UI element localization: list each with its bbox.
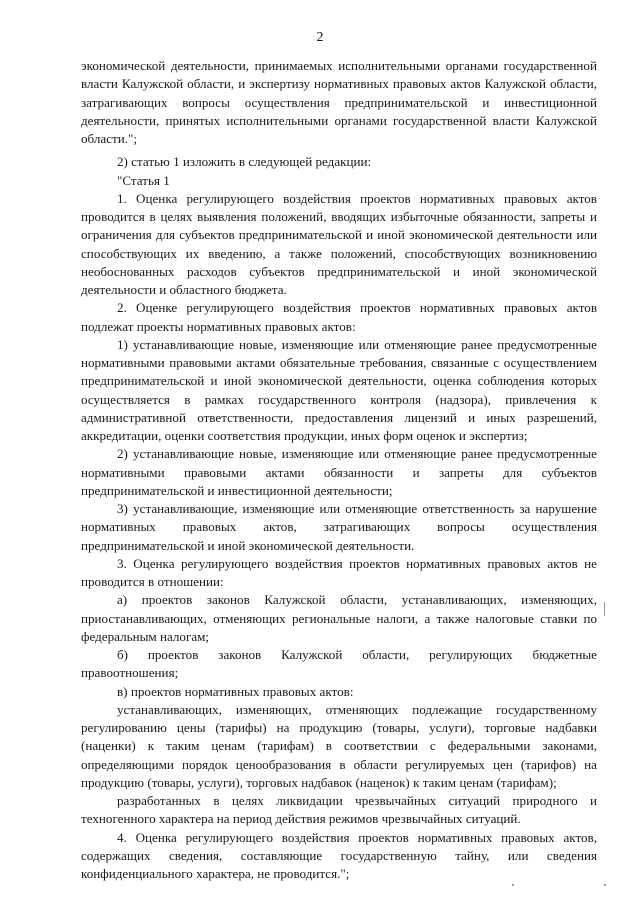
paragraph-subitem-a: а) проектов законов Калужской области, устанавливающих, изменяющих, приостанавливающих, отменяющих региональные налоги, а также налоговые ставки по федеральным налогам;: [81, 592, 597, 644]
scan-artifact: [604, 602, 605, 616]
article-heading: "Статья 1: [117, 172, 170, 188]
paragraph-subitem-3: 3) устанавливающие, изменяющие или отменяющие ответственность за нарушение нормативных правовых актов, затрагивающих вопросы осуществления предпринимательской и иной экономической деятельности.: [81, 501, 597, 553]
paragraph-amendment-2: 2) статью 1 изложить в следующей редакции:: [117, 154, 372, 170]
paragraph-item-1: 1. Оценка регулирующего воздействия проектов нормативных правовых актов проводится в целях выявления положений, вводящих избыточные обязанности, запреты и ограничения для субъектов предпринимательской и иной экономической деятельности или способствующих их введению, а также положений, способствующих возникновению необоснованных расходов субъектов предпринимательской и иной экономической деятельности и областного бюджета.: [81, 190, 597, 297]
paragraph-item-4: 4. Оценка регулирующего воздействия проектов нормативных правовых актов, содержащих сведения, составляющие государственную тайну, или сведения конфиденциального характера, не проводится.";: [81, 829, 597, 881]
paragraph-continuation: экономической деятельности, принимаемых исполнительными органами государственной власти Калужской области, и экспертизу нормативных правовых актов Калужской области, затрагивающих вопросы осуществления предпринимательской и инвестиционной деятельности, принятых исполнительными органами государственной власти Калужской области.";: [81, 58, 597, 146]
paragraph-subitem-v: в) проектов нормативных правовых актов:: [117, 683, 354, 699]
document-body: [81, 57, 597, 883]
paragraph-subitem-1: 1) устанавливающие новые, изменяющие или отменяющие ранее предусмотренные нормативными правовыми актами обязательные требования, связанные с осуществлением предпринимательской и иной экономической деятельности, оценка соблюдения которых осуществляется в рамках государственного контроля (надзора), привлечения к административной ответственности, предоставления лицензий и иных разрешений, аккредитации, оценки соответствия продукции, иных форм оценок и экспертиз;: [81, 336, 597, 443]
scan-artifact: [604, 884, 606, 886]
paragraph-subitem-2: 2) устанавливающие новые, изменяющие или отменяющие ранее предусмотренные нормативными правовыми актами обязанности и запреты для субъектов предпринимательской и инвестиционной деятельности;: [81, 446, 597, 498]
paragraph-item-3: 3. Оценка регулирующего воздействия проектов нормативных правовых актов не проводится в отношении:: [81, 555, 597, 589]
page-number: 2: [316, 30, 324, 45]
paragraph-subitem-v-pricing: устанавливающих, изменяющих, отменяющих подлежащие государственному регулированию цены (тарифы) на продукцию (товары, услуги), торговые надбавки (наценки) к таким ценам (тарифам) в соответствии с федеральными законами, определяющими порядок ценообразования в области регулируемых цен (тарифов) на продукцию (товары, услуги), торговых надбавок (наценок) к таким ценам (тарифам);: [81, 701, 597, 790]
scan-artifact: [512, 884, 514, 886]
paragraph-subitem-b: б) проектов законов Калужской области, регулирующих бюджетные правоотношения;: [81, 647, 597, 681]
paragraph-item-2: 2. Оценке регулирующего воздействия проектов нормативных правовых актов подлежат проекты нормативных правовых актов:: [81, 300, 597, 334]
paragraph-subitem-v-emergency: разработанных в целях ликвидации чрезвычайных ситуаций природного и техногенного характера на период действия режимов чрезвычайных ситуаций.: [81, 793, 597, 827]
